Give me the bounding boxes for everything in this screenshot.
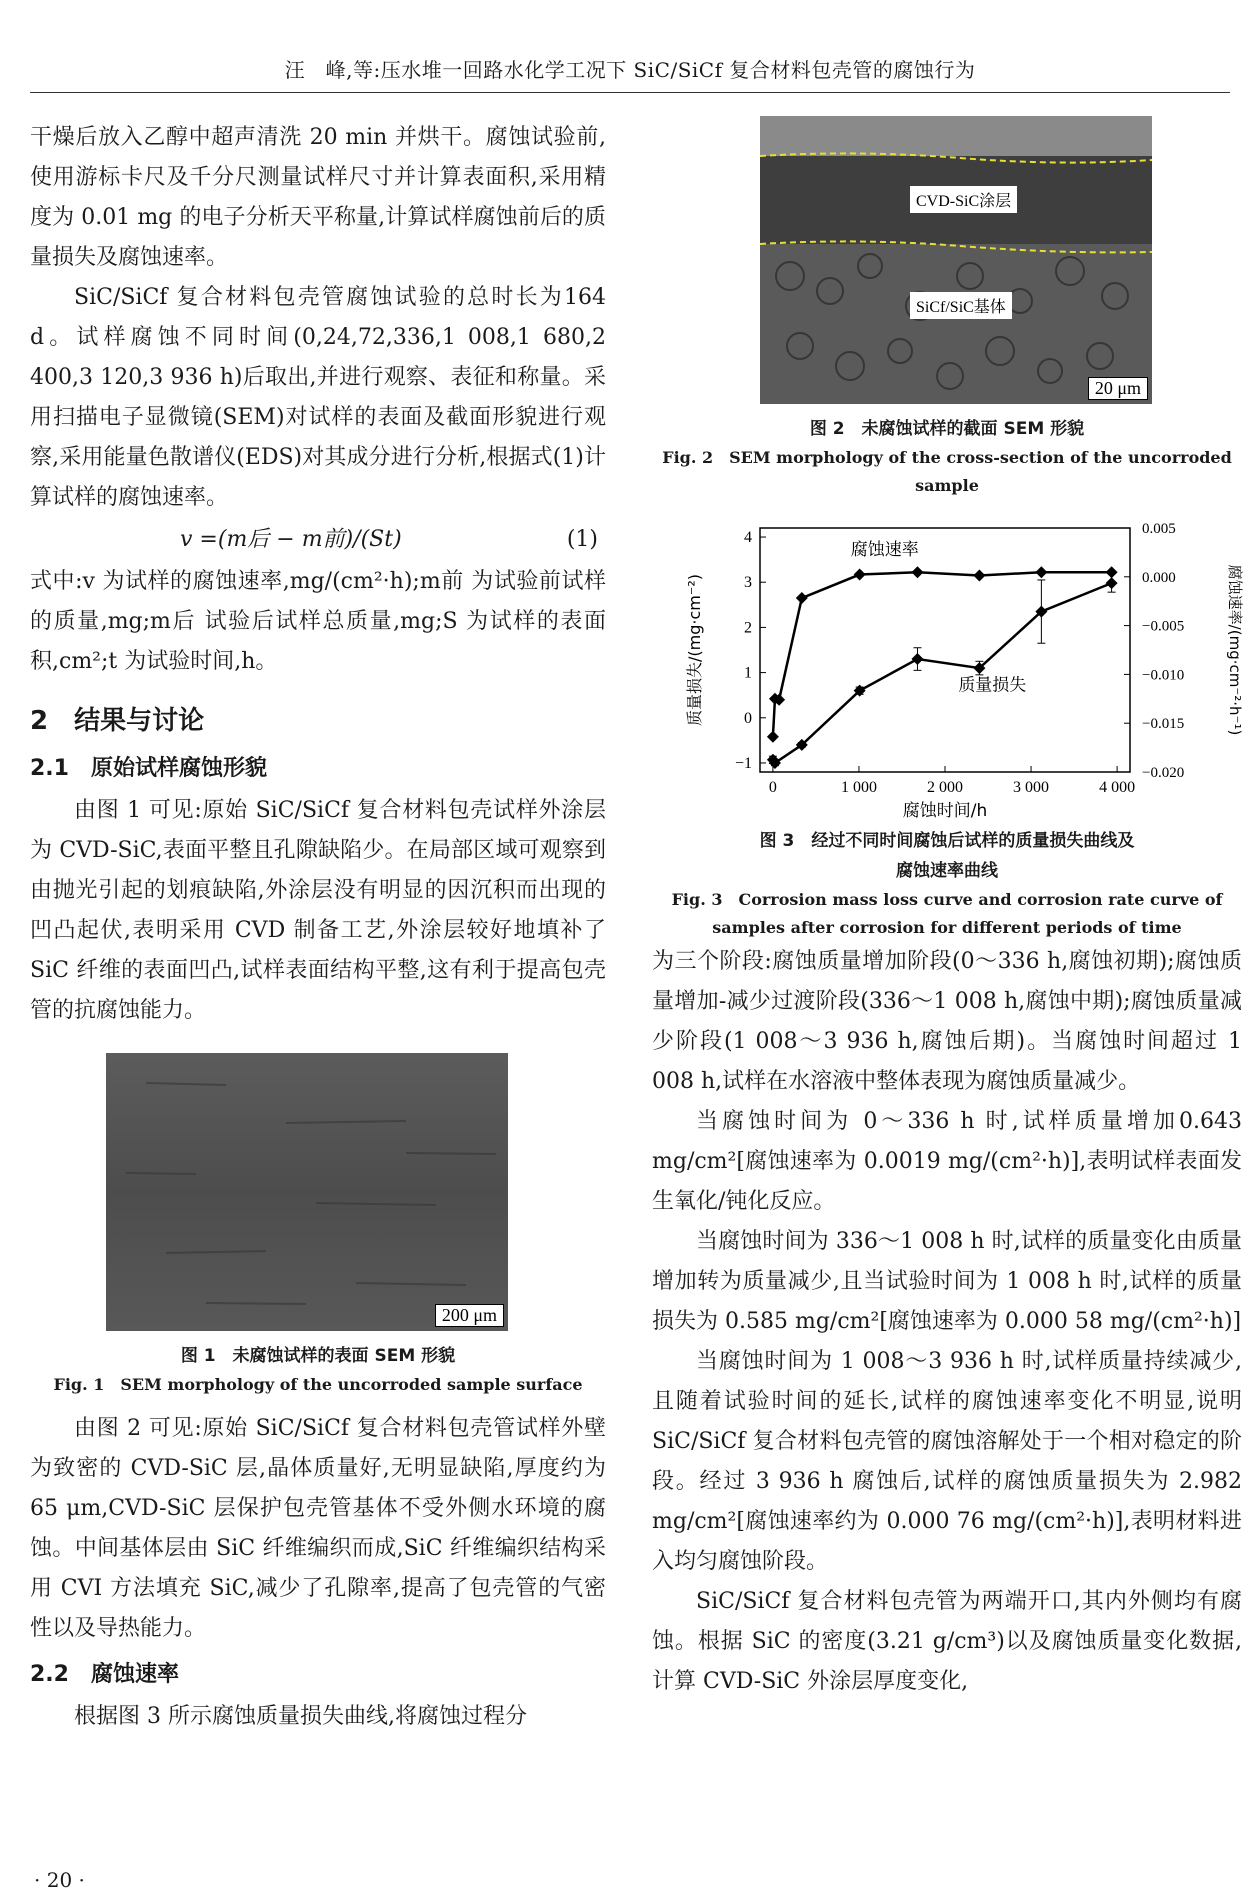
y-tick-label: 4 — [744, 529, 752, 547]
series-line — [773, 572, 1112, 736]
y-axis-label: 质量损失/(mg·cm⁻²) — [685, 574, 704, 726]
figure-1-sem-image — [106, 1053, 508, 1331]
data-point — [767, 731, 779, 743]
equation-expression: v =(m后 − m前)/(St) — [180, 527, 402, 552]
x-tick-label: 3 000 — [1013, 779, 1050, 796]
y2-tick-label: 0.000 — [1142, 569, 1176, 586]
paragraph-4: 由图 1 可见:原始 SiC/SiCf 复合材料包壳试样外涂层为 CVD-SiC,表面平整且孔隙缺陷少。在局部区域可观察到由抛光引起的划痕缺陷,外涂层没有明显的因沉积而出现的凹凸起伏,表明采用 CVD 制备工艺,外涂层较好地填补了 SiC 纤维的表面凹凸,试样表面结构平整,这有利于提高包壳管的抗腐蚀能力。 — [30, 798, 606, 1023]
subsection-heading-2-2: 2.2 腐蚀速率 — [30, 1662, 179, 1687]
paragraph-1: 干燥后放入乙醇中超声清洗 20 min 并烘干。腐蚀试验前,使用游标卡尺及千分尺测量试样尺寸并计算表面积,采用精度为 0.01 mg 的电子分析天平称量,计算试样腐蚀前后的质量损失及腐蚀速率。 — [30, 125, 606, 270]
series-label-rate: 腐蚀速率 — [850, 540, 919, 561]
plot-frame — [760, 528, 1130, 772]
equation-number: (1) — [566, 527, 598, 552]
figure-2-caption-en: Fig. 2 SEM morphology of the cross-section of the uncorroded sample — [662, 448, 1232, 495]
data-point — [854, 569, 866, 581]
equation-1 — [30, 518, 606, 562]
figure-2-caption-cn: 图 2 未腐蚀试样的截面 SEM 形貌 — [809, 419, 1085, 439]
figure-2-label-matrix: SiCf/SiC基体 — [910, 292, 1012, 319]
figure-3-caption-cn-line1: 图 3 经过不同时间腐蚀后试样的质量损失曲线及 — [759, 831, 1135, 851]
left-column — [30, 118, 606, 1737]
x-tick-label: 1 000 — [840, 779, 877, 796]
y2-tick-label: −0.020 — [1142, 765, 1185, 781]
figure-3-caption-en-line1: Fig. 3 Corrosion mass loss curve and corrosion rate curve of — [671, 890, 1223, 909]
subsection-heading-2-1: 2.1 原始试样腐蚀形貌 — [30, 756, 267, 781]
data-point — [911, 566, 923, 578]
y-tick-label: −1 — [734, 754, 752, 772]
x-axis-label: 腐蚀时间/h — [902, 801, 988, 821]
y2-tick-label: −0.005 — [1142, 618, 1185, 635]
y-tick-label: 1 — [744, 664, 752, 682]
running-header: 汪 峰,等:压水堆一回路水化学工况下 SiC/SiCf 复合材料包壳管的腐蚀行为 — [284, 58, 976, 82]
paragraph-r3: 当腐蚀时间为 336～1 008 h 时,试样的质量变化由质量增加转为质量减少,且当试验时间为 1 008 h 时,试样的质量损失为 0.585 mg/cm²[腐蚀速率为 0.000 58 mg/(cm²·h)] — [652, 1229, 1242, 1334]
y-tick-label: 0 — [744, 709, 752, 727]
figure-2-texture — [760, 116, 1152, 404]
figure-1-caption-en: Fig. 1 SEM morphology of the uncorroded sample surface — [53, 1375, 583, 1394]
paragraph-5: 由图 2 可见:原始 SiC/SiCf 复合材料包壳管试样外壁为致密的 CVD-SiC 层,晶体质量好,无明显缺陷,厚度约为 65 μm,CVD-SiC 层保护包壳管基体不受外侧水环境的腐蚀。中间基体层由 SiC 纤维编织而成,SiC 纤维编织结构采用 CVI 方法填充 SiC,减少了孔隙率,提高了包壳管的气密性以及导热能力。 — [30, 1416, 606, 1641]
data-point — [1106, 577, 1118, 589]
figure-2-label-coating: CVD-SiC涂层 — [910, 186, 1017, 213]
paragraph-6: 根据图 3 所示腐蚀质量损失曲线,将腐蚀过程分 — [74, 1704, 527, 1729]
x-tick-label: 0 — [768, 779, 777, 796]
x-tick-label: 4 000 — [1099, 779, 1136, 796]
figure-3-chart — [652, 508, 1242, 822]
paragraph-r2: 当腐蚀时间为 0～336 h 时,试样质量增加0.643 mg/cm²[腐蚀速率为 0.0019 mg/(cm²·h)],表明试样表面发生氧化/钝化反应。 — [652, 1109, 1242, 1214]
page-number: · 20 · — [34, 1868, 85, 1892]
figure-1-scale-bar: 200 μm — [435, 1304, 504, 1327]
paragraph-2: SiC/SiCf 复合材料包壳管腐蚀试验的总时长为164 d。试样腐蚀不同时间(0,24,72,336,1 008,1 680,2 400,3 120,3 936 h)后取出,并进行观察、表征和称量。采用扫描电子显微镜(SEM)对试样的表面及截面形貌进行观察,采用能量色散谱仪(EDS)对其成分进行分析,根据式(1)计算试样的腐蚀速率。 — [30, 285, 606, 510]
series-line — [773, 583, 1112, 763]
series-label-mass-loss: 质量损失 — [958, 675, 1027, 696]
data-point — [911, 653, 923, 665]
figure-1-caption-cn: 图 1 未腐蚀试样的表面 SEM 形貌 — [180, 1346, 456, 1366]
y2-tick-label: −0.010 — [1142, 667, 1185, 684]
data-point — [1035, 566, 1047, 578]
right-column — [652, 116, 1242, 1702]
figure-3-caption-cn-line2: 腐蚀速率曲线 — [896, 861, 998, 881]
x-tick-label: 2 000 — [927, 779, 963, 796]
header-rule — [30, 92, 1230, 93]
figure-2-sem-image — [760, 116, 1152, 404]
paragraph-r1: 为三个阶段:腐蚀质量增加阶段(0～336 h,腐蚀初期);腐蚀质量增加-减少过渡阶段(336～1 008 h,腐蚀中期);腐蚀质量减少阶段(1 008～3 936 h,腐蚀后期)。当腐蚀时间超过 1 008 h,试样在水溶液中整体表现为腐蚀质量减少。 — [652, 949, 1242, 1094]
y-tick-label: 2 — [744, 619, 752, 637]
section-heading-2: 2 结果与讨论 — [30, 706, 205, 736]
figure-2-scale-bar: 20 μm — [1088, 377, 1148, 400]
data-point — [973, 569, 985, 581]
y2-tick-label: 0.005 — [1142, 521, 1176, 537]
paragraph-3: 式中:v 为试样的腐蚀速率,mg/(cm²·h);m前 为试验前试样的质量,mg;m后 试验后试样总质量,mg;S 为试样的表面积,cm²;t 为试验时间,h。 — [30, 569, 606, 674]
y2-tick-label: −0.015 — [1142, 716, 1185, 733]
y-tick-label: 3 — [744, 574, 752, 592]
y2-axis-label: 腐蚀速率/(mg·cm⁻²·h⁻¹) — [1226, 564, 1244, 736]
figure-3-caption-en-line2: samples after corrosion for different periods of time — [712, 918, 1182, 937]
data-point — [796, 592, 808, 604]
paragraph-r5: SiC/SiCf 复合材料包壳管为两端开口,其内外侧均有腐蚀。根据 SiC 的密度(3.21 g/cm³)以及腐蚀质量变化数据,计算 CVD-SiC 外涂层厚度变化, — [652, 1589, 1242, 1694]
figure-1-texture — [106, 1053, 508, 1331]
paragraph-r4: 当腐蚀时间为 1 008～3 936 h 时,试样质量持续减少,且随着试验时间的延长,试样的腐蚀速率变化不明显,说明 SiC/SiCf 复合材料包壳管的腐蚀溶解处于一个相对稳定的阶段。经过 3 936 h 腐蚀后,试样的腐蚀质量损失为 2.982 mg/cm²[腐蚀速率约为 0.000 76 mg/(cm²·h)],表明材料进入均匀腐蚀阶段。 — [652, 1349, 1242, 1574]
